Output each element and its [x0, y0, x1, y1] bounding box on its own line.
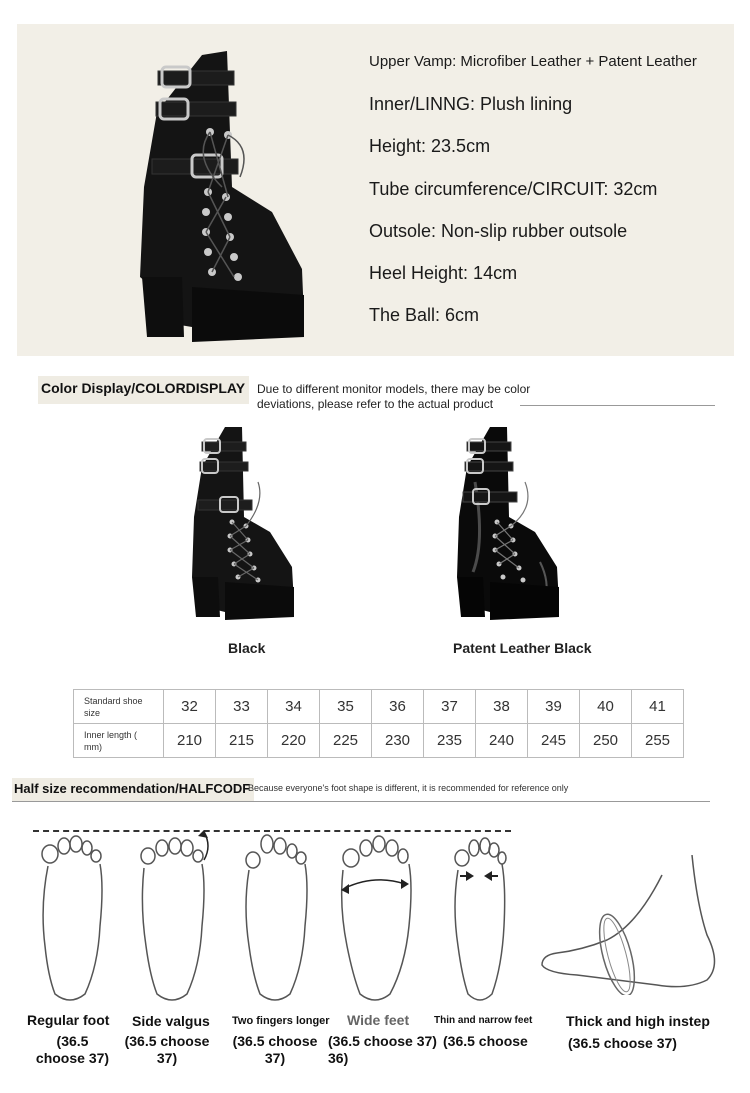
recommend-line: (36.5 choose: [232, 1033, 318, 1049]
row-header-inner-length: [74, 724, 164, 758]
foot-regular-icon: [30, 826, 110, 1006]
divider: [520, 405, 715, 406]
recommend-line: (36.5 choose: [124, 1033, 210, 1049]
spec-height: Height: 23.5cm: [369, 136, 491, 156]
length-cell: 240: [476, 724, 528, 758]
foot-recommend-two-fingers: [226, 1033, 324, 1067]
foot-recommend-wide: [328, 1033, 443, 1067]
foot-label-wide: Wide feet: [347, 1012, 410, 1028]
divider: [12, 801, 710, 802]
foot-recommend-thin-narrow: [443, 1033, 538, 1050]
row-header-standard-size: [74, 690, 164, 724]
foot-side-valgus-icon: [132, 826, 212, 1006]
table-row-standard-size: [74, 690, 684, 724]
recommend-line: (36.5 choose 37): [568, 1035, 677, 1051]
foot-thin-narrow-icon: [440, 826, 520, 1006]
table-row-inner-length: [74, 724, 684, 758]
size-cell: 34: [268, 690, 320, 724]
recommend-line: choose 37): [35, 1050, 110, 1066]
length-cell: 255: [632, 724, 684, 758]
color-note: [257, 382, 530, 412]
size-cell: 39: [528, 690, 580, 724]
length-cell: 250: [580, 724, 632, 758]
size-cell: 32: [164, 690, 216, 724]
row-header-line: mm): [84, 741, 102, 752]
recommend-line: (36.5 choose: [443, 1033, 528, 1049]
recommend-line: (36.5 choose 37): [328, 1033, 437, 1049]
row-header-line: size: [84, 707, 101, 718]
foot-label-two-fingers: Two fingers longer: [232, 1015, 330, 1027]
size-cell: 33: [216, 690, 268, 724]
size-cell: 36: [372, 690, 424, 724]
color-note-line2: deviations, please refer to the actual product: [257, 397, 494, 411]
half-size-note: Because everyone's foot shape is different, it is recommended for reference only: [248, 783, 569, 793]
recommend-line: 36): [328, 1050, 349, 1066]
color-display-label: Color Display/COLORDISPLAY: [38, 376, 249, 404]
length-cell: 225: [320, 724, 372, 758]
boot-product-image: [122, 37, 322, 347]
foot-recommend-high-instep: [568, 1035, 698, 1052]
spec-outsole: Outsole: Non-slip rubber outsole: [369, 221, 628, 241]
spec-heel: Heel Height: 14cm: [369, 263, 518, 283]
spec-inner: Inner/LINNG: Plush lining: [369, 94, 573, 114]
spec-panel: [17, 24, 734, 356]
length-cell: 235: [424, 724, 476, 758]
foot-wide-icon: [335, 826, 415, 1006]
color-option-patent-black[interactable]: Patent Leather Black: [453, 640, 592, 656]
half-size-label: Half size recommendation/HALFCODF: [12, 778, 254, 802]
foot-high-instep-icon: [537, 855, 727, 995]
size-cell: 37: [424, 690, 476, 724]
spec-tube: Tube circumference/CIRCUIT: 32cm: [369, 179, 658, 199]
foot-recommend-side-valgus: [118, 1033, 216, 1067]
foot-label-thin-narrow: Thin and narrow feet: [434, 1015, 533, 1026]
length-cell: 230: [372, 724, 424, 758]
size-cell: 41: [632, 690, 684, 724]
row-header-line: Inner length (: [84, 729, 138, 740]
boot-black-image[interactable]: [180, 422, 310, 622]
foot-label-regular: Regular foot: [27, 1012, 110, 1028]
length-cell: 245: [528, 724, 580, 758]
foot-recommend-regular: [30, 1033, 115, 1067]
foot-two-fingers-longer-icon: [235, 826, 315, 1006]
length-cell: 210: [164, 724, 216, 758]
row-header-line: Standard shoe: [84, 695, 143, 706]
length-cell: 215: [216, 724, 268, 758]
recommend-line: (36.5: [56, 1033, 89, 1049]
foot-label-high-instep: Thick and high instep: [566, 1013, 710, 1029]
spec-upper: Upper Vamp: Microfiber Leather + Patent Leather: [369, 53, 697, 70]
spec-ball: The Ball: 6cm: [369, 305, 480, 325]
recommend-line: 37): [264, 1050, 286, 1066]
size-cell: 35: [320, 690, 372, 724]
recommend-line: 37): [156, 1050, 178, 1066]
size-table: [73, 689, 684, 758]
color-note-line1: Due to different monitor models, there may be color: [257, 382, 531, 396]
length-cell: 220: [268, 724, 320, 758]
size-cell: 38: [476, 690, 528, 724]
foot-label-side-valgus: Side valgus: [132, 1013, 210, 1029]
size-cell: 40: [580, 690, 632, 724]
boot-patent-image[interactable]: [445, 422, 575, 622]
color-option-black[interactable]: Black: [228, 640, 266, 656]
